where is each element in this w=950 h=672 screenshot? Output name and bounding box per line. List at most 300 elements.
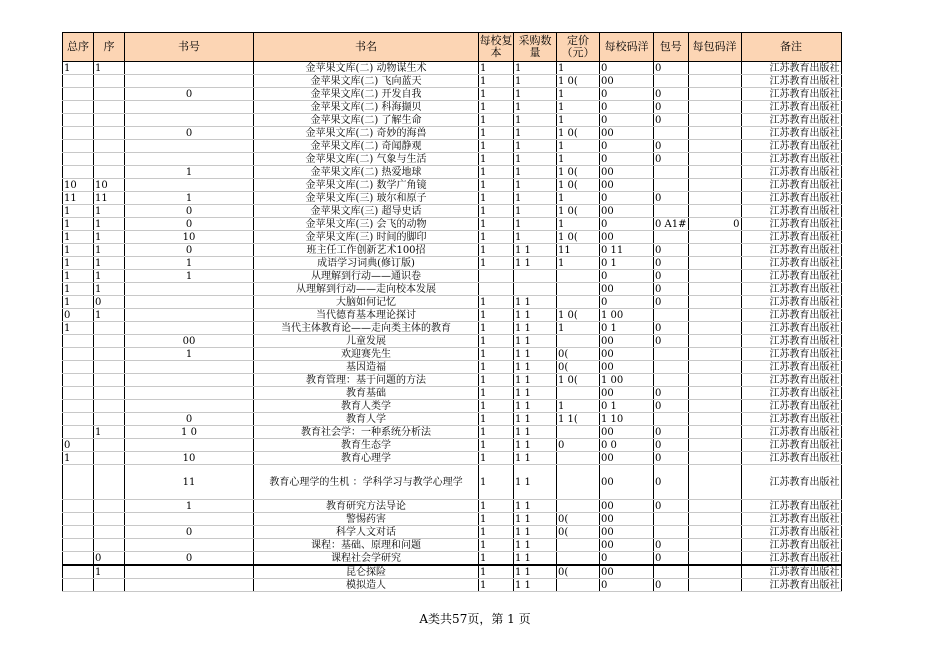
package-value-cell[interactable]: [688, 374, 741, 387]
copies-cell[interactable]: 1: [479, 166, 514, 179]
isbn-cell[interactable]: [125, 374, 254, 387]
title-cell[interactable]: 金苹果文库(三) 时间的脚印: [254, 231, 479, 244]
copies-cell[interactable]: 1: [479, 439, 514, 452]
title-cell[interactable]: 金苹果文库(二) 奇闻静观: [254, 140, 479, 153]
quantity-cell[interactable]: 1 1: [514, 322, 557, 335]
isbn-cell[interactable]: [125, 400, 254, 413]
isbn-cell[interactable]: 1: [125, 500, 254, 513]
copies-cell[interactable]: 1: [479, 426, 514, 439]
quantity-cell[interactable]: 1: [514, 231, 557, 244]
quantity-cell[interactable]: 1 1: [514, 413, 557, 426]
package-no-cell[interactable]: 0: [654, 500, 689, 513]
publisher-cell[interactable]: 江苏教育出版社: [741, 88, 841, 101]
title-cell[interactable]: 当代主体教育论——走向类主体的教育: [254, 322, 479, 335]
isbn-cell[interactable]: 0: [125, 413, 254, 426]
publisher-cell[interactable]: 江苏教育出版社: [741, 166, 841, 179]
publisher-cell[interactable]: 江苏教育出版社: [741, 335, 841, 348]
quantity-cell[interactable]: 1 1: [514, 513, 557, 526]
package-no-cell[interactable]: 0: [654, 579, 689, 592]
isbn-cell[interactable]: 1: [125, 166, 254, 179]
seq-no-cell[interactable]: [94, 127, 125, 140]
price-cell[interactable]: [557, 552, 600, 566]
school-value-cell[interactable]: 00: [600, 465, 654, 500]
school-value-cell[interactable]: 0 1: [600, 257, 654, 270]
isbn-cell[interactable]: [125, 439, 254, 452]
seq-no-cell[interactable]: [94, 166, 125, 179]
total-no-cell[interactable]: 1: [63, 62, 94, 75]
school-value-cell[interactable]: 00: [600, 335, 654, 348]
copies-cell[interactable]: 1: [479, 452, 514, 465]
package-value-cell[interactable]: [688, 153, 741, 166]
isbn-cell[interactable]: 1: [125, 257, 254, 270]
school-value-cell[interactable]: 0: [600, 270, 654, 283]
publisher-cell[interactable]: 江苏教育出版社: [741, 565, 841, 579]
total-no-cell[interactable]: [63, 513, 94, 526]
package-no-cell[interactable]: [654, 526, 689, 539]
package-value-cell[interactable]: [688, 257, 741, 270]
seq-no-cell[interactable]: [94, 465, 125, 500]
isbn-cell[interactable]: 1 0: [125, 426, 254, 439]
package-no-cell[interactable]: 0: [654, 140, 689, 153]
package-value-cell[interactable]: [688, 348, 741, 361]
publisher-cell[interactable]: 江苏教育出版社: [741, 296, 841, 309]
package-no-cell[interactable]: 0: [654, 439, 689, 452]
seq-no-cell[interactable]: [94, 101, 125, 114]
copies-cell[interactable]: 1: [479, 552, 514, 566]
school-value-cell[interactable]: 00: [600, 231, 654, 244]
package-value-cell[interactable]: [688, 309, 741, 322]
quantity-cell[interactable]: 1 1: [514, 439, 557, 452]
col-header-shuhao[interactable]: 书号: [125, 33, 254, 62]
school-value-cell[interactable]: 0: [600, 153, 654, 166]
title-cell[interactable]: 儿童发展: [254, 335, 479, 348]
price-cell[interactable]: [557, 539, 600, 552]
title-cell[interactable]: 班主任工作创新艺术100招: [254, 244, 479, 257]
copies-cell[interactable]: 1: [479, 231, 514, 244]
total-no-cell[interactable]: [63, 75, 94, 88]
school-value-cell[interactable]: 0: [600, 552, 654, 566]
publisher-cell[interactable]: 江苏教育出版社: [741, 526, 841, 539]
col-header-xu[interactable]: 序: [94, 33, 125, 62]
school-value-cell[interactable]: 0 1: [600, 400, 654, 413]
title-cell[interactable]: 金苹果文库(二) 了解生命: [254, 114, 479, 127]
isbn-cell[interactable]: [125, 296, 254, 309]
seq-no-cell[interactable]: [94, 75, 125, 88]
price-cell[interactable]: 1: [557, 192, 600, 205]
copies-cell[interactable]: 1: [479, 257, 514, 270]
total-no-cell[interactable]: 1: [63, 231, 94, 244]
school-value-cell[interactable]: 0: [600, 114, 654, 127]
copies-cell[interactable]: 1: [479, 296, 514, 309]
total-no-cell[interactable]: 1: [63, 283, 94, 296]
seq-no-cell[interactable]: 1: [94, 283, 125, 296]
package-no-cell[interactable]: 0: [654, 452, 689, 465]
copies-cell[interactable]: 1: [479, 75, 514, 88]
copies-cell[interactable]: 1: [479, 322, 514, 335]
quantity-cell[interactable]: 1: [514, 101, 557, 114]
school-value-cell[interactable]: 0 1: [600, 322, 654, 335]
col-header-zongxu[interactable]: 总序: [63, 33, 94, 62]
isbn-cell[interactable]: 0: [125, 127, 254, 140]
copies-cell[interactable]: 1: [479, 179, 514, 192]
title-cell[interactable]: 欢迎赛先生: [254, 348, 479, 361]
price-cell[interactable]: 1: [557, 88, 600, 101]
package-no-cell[interactable]: [654, 179, 689, 192]
publisher-cell[interactable]: 江苏教育出版社: [741, 114, 841, 127]
price-cell[interactable]: 1 0(: [557, 166, 600, 179]
package-value-cell[interactable]: [688, 400, 741, 413]
quantity-cell[interactable]: 1: [514, 192, 557, 205]
package-no-cell[interactable]: 0: [654, 283, 689, 296]
package-no-cell[interactable]: 0: [654, 244, 689, 257]
school-value-cell[interactable]: 00: [600, 205, 654, 218]
quantity-cell[interactable]: 1 1: [514, 539, 557, 552]
publisher-cell[interactable]: 江苏教育出版社: [741, 348, 841, 361]
total-no-cell[interactable]: 1: [63, 270, 94, 283]
quantity-cell[interactable]: 1 1: [514, 526, 557, 539]
title-cell[interactable]: 金苹果文库(三) 玻尔和原子: [254, 192, 479, 205]
isbn-cell[interactable]: [125, 513, 254, 526]
school-value-cell[interactable]: 1 00: [600, 309, 654, 322]
school-value-cell[interactable]: 1 10: [600, 413, 654, 426]
quantity-cell[interactable]: 1 1: [514, 452, 557, 465]
publisher-cell[interactable]: 江苏教育出版社: [741, 439, 841, 452]
total-no-cell[interactable]: [63, 166, 94, 179]
title-cell[interactable]: 教育管理：基于问题的方法: [254, 374, 479, 387]
price-cell[interactable]: [557, 296, 600, 309]
isbn-cell[interactable]: [125, 101, 254, 114]
total-no-cell[interactable]: 1: [63, 257, 94, 270]
isbn-cell[interactable]: [125, 322, 254, 335]
isbn-cell[interactable]: [125, 140, 254, 153]
title-cell[interactable]: 基因造福: [254, 361, 479, 374]
package-no-cell[interactable]: [654, 374, 689, 387]
package-value-cell[interactable]: [688, 270, 741, 283]
isbn-cell[interactable]: 0: [125, 244, 254, 257]
seq-no-cell[interactable]: 0: [94, 296, 125, 309]
price-cell[interactable]: [557, 452, 600, 465]
isbn-cell[interactable]: [125, 153, 254, 166]
seq-no-cell[interactable]: [94, 500, 125, 513]
school-value-cell[interactable]: 00: [600, 179, 654, 192]
school-value-cell[interactable]: 0: [600, 62, 654, 75]
quantity-cell[interactable]: 1: [514, 75, 557, 88]
total-no-cell[interactable]: [63, 413, 94, 426]
publisher-cell[interactable]: 江苏教育出版社: [741, 153, 841, 166]
publisher-cell[interactable]: 江苏教育出版社: [741, 192, 841, 205]
package-no-cell[interactable]: [654, 361, 689, 374]
package-value-cell[interactable]: [688, 231, 741, 244]
quantity-cell[interactable]: 1 1: [514, 309, 557, 322]
quantity-cell[interactable]: 1 1: [514, 400, 557, 413]
package-no-cell[interactable]: 0: [654, 465, 689, 500]
total-no-cell[interactable]: [63, 400, 94, 413]
isbn-cell[interactable]: 10: [125, 231, 254, 244]
package-value-cell[interactable]: [688, 127, 741, 140]
school-value-cell[interactable]: 00: [600, 361, 654, 374]
total-no-cell[interactable]: [63, 114, 94, 127]
package-value-cell[interactable]: [688, 179, 741, 192]
package-value-cell[interactable]: [688, 244, 741, 257]
package-no-cell[interactable]: [654, 75, 689, 88]
title-cell[interactable]: 教育心理学的生机 ：学科学习与教学心理学: [254, 465, 479, 500]
quantity-cell[interactable]: 1 1: [514, 335, 557, 348]
seq-no-cell[interactable]: [94, 539, 125, 552]
copies-cell[interactable]: 1: [479, 309, 514, 322]
quantity-cell[interactable]: 1: [514, 62, 557, 75]
package-value-cell[interactable]: [688, 513, 741, 526]
seq-no-cell[interactable]: 1: [94, 309, 125, 322]
price-cell[interactable]: [557, 283, 600, 296]
title-cell[interactable]: 金苹果文库(二) 奇妙的海兽: [254, 127, 479, 140]
title-cell[interactable]: 教育社会学：一种系统分析法: [254, 426, 479, 439]
package-no-cell[interactable]: 0: [654, 335, 689, 348]
col-header-maxiang[interactable]: 每校码洋: [600, 33, 654, 62]
school-value-cell[interactable]: 0: [600, 140, 654, 153]
seq-no-cell[interactable]: 1: [94, 62, 125, 75]
total-no-cell[interactable]: 1: [63, 218, 94, 231]
publisher-cell[interactable]: 江苏教育出版社: [741, 413, 841, 426]
school-value-cell[interactable]: 00: [600, 565, 654, 579]
seq-no-cell[interactable]: 1: [94, 257, 125, 270]
price-cell[interactable]: [557, 465, 600, 500]
copies-cell[interactable]: 1: [479, 539, 514, 552]
total-no-cell[interactable]: [63, 374, 94, 387]
isbn-cell[interactable]: 0: [125, 218, 254, 231]
seq-no-cell[interactable]: [94, 579, 125, 592]
copies-cell[interactable]: 1: [479, 500, 514, 513]
isbn-cell[interactable]: 0: [125, 88, 254, 101]
price-cell[interactable]: 0(: [557, 348, 600, 361]
copies-cell[interactable]: 1: [479, 374, 514, 387]
copies-cell[interactable]: 1: [479, 361, 514, 374]
school-value-cell[interactable]: 0: [600, 101, 654, 114]
package-no-cell[interactable]: 0: [654, 296, 689, 309]
package-value-cell[interactable]: [688, 539, 741, 552]
quantity-cell[interactable]: 1 1: [514, 374, 557, 387]
copies-cell[interactable]: 1: [479, 205, 514, 218]
isbn-cell[interactable]: 1: [125, 192, 254, 205]
seq-no-cell[interactable]: [94, 88, 125, 101]
publisher-cell[interactable]: 江苏教育出版社: [741, 513, 841, 526]
price-cell[interactable]: 1 1(: [557, 413, 600, 426]
total-no-cell[interactable]: [63, 127, 94, 140]
publisher-cell[interactable]: 江苏教育出版社: [741, 309, 841, 322]
price-cell[interactable]: 1 0(: [557, 374, 600, 387]
school-value-cell[interactable]: 0: [600, 579, 654, 592]
school-value-cell[interactable]: 00: [600, 75, 654, 88]
quantity-cell[interactable]: 1 1: [514, 565, 557, 579]
quantity-cell[interactable]: 1: [514, 140, 557, 153]
package-value-cell[interactable]: [688, 192, 741, 205]
package-no-cell[interactable]: 0: [654, 153, 689, 166]
title-cell[interactable]: 金苹果文库(三) 会飞的动物: [254, 218, 479, 231]
package-value-cell[interactable]: [688, 452, 741, 465]
package-value-cell[interactable]: [688, 526, 741, 539]
col-header-baomaxiang[interactable]: 每包码洋: [688, 33, 741, 62]
package-value-cell[interactable]: [688, 335, 741, 348]
price-cell[interactable]: 0(: [557, 526, 600, 539]
seq-no-cell[interactable]: [94, 348, 125, 361]
title-cell[interactable]: 大脑如何记忆: [254, 296, 479, 309]
copies-cell[interactable]: 1: [479, 413, 514, 426]
isbn-cell[interactable]: 0: [125, 526, 254, 539]
package-no-cell[interactable]: [654, 166, 689, 179]
title-cell[interactable]: 从理解到行动——通识卷: [254, 270, 479, 283]
isbn-cell[interactable]: 00: [125, 335, 254, 348]
col-header-shuming[interactable]: 书名: [254, 33, 479, 62]
copies-cell[interactable]: 1: [479, 101, 514, 114]
price-cell[interactable]: 1: [557, 322, 600, 335]
package-value-cell[interactable]: 0: [688, 218, 741, 231]
copies-cell[interactable]: 1: [479, 400, 514, 413]
package-value-cell[interactable]: [688, 439, 741, 452]
quantity-cell[interactable]: 1 1: [514, 500, 557, 513]
package-no-cell[interactable]: [654, 309, 689, 322]
quantity-cell[interactable]: 1 1: [514, 552, 557, 566]
isbn-cell[interactable]: [125, 361, 254, 374]
seq-no-cell[interactable]: [94, 439, 125, 452]
title-cell[interactable]: 金苹果文库(二) 科海撷贝: [254, 101, 479, 114]
school-value-cell[interactable]: 0: [600, 218, 654, 231]
school-value-cell[interactable]: 00: [600, 127, 654, 140]
publisher-cell[interactable]: 江苏教育出版社: [741, 270, 841, 283]
package-no-cell[interactable]: 0: [654, 539, 689, 552]
publisher-cell[interactable]: 江苏教育出版社: [741, 205, 841, 218]
total-no-cell[interactable]: 10: [63, 179, 94, 192]
total-no-cell[interactable]: 1: [63, 322, 94, 335]
seq-no-cell[interactable]: [94, 513, 125, 526]
package-no-cell[interactable]: 0: [654, 101, 689, 114]
seq-no-cell[interactable]: [94, 140, 125, 153]
isbn-cell[interactable]: [125, 309, 254, 322]
package-value-cell[interactable]: [688, 361, 741, 374]
package-value-cell[interactable]: [688, 114, 741, 127]
title-cell[interactable]: 金苹果文库(三) 超导史话: [254, 205, 479, 218]
package-no-cell[interactable]: [654, 413, 689, 426]
total-no-cell[interactable]: [63, 500, 94, 513]
copies-cell[interactable]: 1: [479, 88, 514, 101]
price-cell[interactable]: [557, 426, 600, 439]
publisher-cell[interactable]: 江苏教育出版社: [741, 218, 841, 231]
seq-no-cell[interactable]: [94, 374, 125, 387]
copies-cell[interactable]: 1: [479, 565, 514, 579]
title-cell[interactable]: 教育人类学: [254, 400, 479, 413]
package-no-cell[interactable]: 0: [654, 322, 689, 335]
package-value-cell[interactable]: [688, 166, 741, 179]
isbn-cell[interactable]: [125, 62, 254, 75]
school-value-cell[interactable]: 00: [600, 539, 654, 552]
package-value-cell[interactable]: [688, 75, 741, 88]
publisher-cell[interactable]: 江苏教育出版社: [741, 231, 841, 244]
seq-no-cell[interactable]: 10: [94, 179, 125, 192]
publisher-cell[interactable]: 江苏教育出版社: [741, 75, 841, 88]
total-no-cell[interactable]: [63, 101, 94, 114]
copies-cell[interactable]: 1: [479, 153, 514, 166]
copies-cell[interactable]: 1: [479, 127, 514, 140]
seq-no-cell[interactable]: [94, 452, 125, 465]
package-value-cell[interactable]: [688, 579, 741, 592]
total-no-cell[interactable]: [63, 153, 94, 166]
total-no-cell[interactable]: 1: [63, 452, 94, 465]
isbn-cell[interactable]: [125, 565, 254, 579]
package-value-cell[interactable]: [688, 296, 741, 309]
title-cell[interactable]: 金苹果文库(二) 气象与生活: [254, 153, 479, 166]
publisher-cell[interactable]: 江苏教育出版社: [741, 539, 841, 552]
total-no-cell[interactable]: 1: [63, 244, 94, 257]
copies-cell[interactable]: 1: [479, 140, 514, 153]
price-cell[interactable]: [557, 270, 600, 283]
price-cell[interactable]: 1 0(: [557, 205, 600, 218]
isbn-cell[interactable]: [125, 579, 254, 592]
seq-no-cell[interactable]: 1: [94, 565, 125, 579]
quantity-cell[interactable]: 1 1: [514, 361, 557, 374]
title-cell[interactable]: 警惕药害: [254, 513, 479, 526]
copies-cell[interactable]: 1: [479, 218, 514, 231]
isbn-cell[interactable]: 1: [125, 270, 254, 283]
price-cell[interactable]: [557, 579, 600, 592]
title-cell[interactable]: 教育研究方法导论: [254, 500, 479, 513]
copies-cell[interactable]: 1: [479, 526, 514, 539]
publisher-cell[interactable]: 江苏教育出版社: [741, 374, 841, 387]
package-no-cell[interactable]: 0: [654, 257, 689, 270]
total-no-cell[interactable]: [63, 552, 94, 566]
price-cell[interactable]: 0(: [557, 361, 600, 374]
copies-cell[interactable]: 1: [479, 335, 514, 348]
package-no-cell[interactable]: 0: [654, 552, 689, 566]
col-header-caigou[interactable]: 采购数量: [514, 33, 557, 62]
title-cell[interactable]: 昆仑探险: [254, 565, 479, 579]
package-value-cell[interactable]: [688, 283, 741, 296]
publisher-cell[interactable]: 江苏教育出版社: [741, 244, 841, 257]
copies-cell[interactable]: [479, 283, 514, 296]
price-cell[interactable]: 1 0(: [557, 179, 600, 192]
total-no-cell[interactable]: 0: [63, 309, 94, 322]
quantity-cell[interactable]: 1: [514, 153, 557, 166]
school-value-cell[interactable]: 0: [600, 296, 654, 309]
package-no-cell[interactable]: 0 A1#: [655, 218, 687, 230]
price-cell[interactable]: 0(: [557, 565, 600, 579]
quantity-cell[interactable]: 1 1: [514, 348, 557, 361]
copies-cell[interactable]: [479, 270, 514, 283]
publisher-cell[interactable]: 江苏教育出版社: [741, 579, 841, 592]
title-cell[interactable]: 当代德育基本理论探讨: [254, 309, 479, 322]
title-cell[interactable]: 科学人文对话: [254, 526, 479, 539]
school-value-cell[interactable]: 0: [600, 88, 654, 101]
title-cell[interactable]: 教育人学: [254, 413, 479, 426]
isbn-cell[interactable]: 0: [125, 552, 254, 566]
price-cell[interactable]: 1 0(: [557, 75, 600, 88]
quantity-cell[interactable]: [514, 283, 557, 296]
total-no-cell[interactable]: [63, 140, 94, 153]
publisher-cell[interactable]: 江苏教育出版社: [741, 465, 841, 500]
price-cell[interactable]: 1 0(: [557, 127, 600, 140]
price-cell[interactable]: 1: [557, 62, 600, 75]
publisher-cell[interactable]: 江苏教育出版社: [741, 361, 841, 374]
package-value-cell[interactable]: [688, 552, 741, 566]
school-value-cell[interactable]: 0: [600, 192, 654, 205]
package-value-cell[interactable]: [688, 205, 741, 218]
publisher-cell[interactable]: 江苏教育出版社: [741, 322, 841, 335]
quantity-cell[interactable]: 1: [514, 179, 557, 192]
price-cell[interactable]: 11: [557, 244, 600, 257]
col-header-fuben[interactable]: 每校复本: [479, 33, 514, 62]
col-header-beizhu[interactable]: 备注: [741, 33, 841, 62]
col-header-dingjia[interactable]: 定价（元）: [557, 33, 600, 62]
total-no-cell[interactable]: [63, 88, 94, 101]
copies-cell[interactable]: 1: [479, 192, 514, 205]
price-cell[interactable]: 1: [557, 218, 600, 231]
